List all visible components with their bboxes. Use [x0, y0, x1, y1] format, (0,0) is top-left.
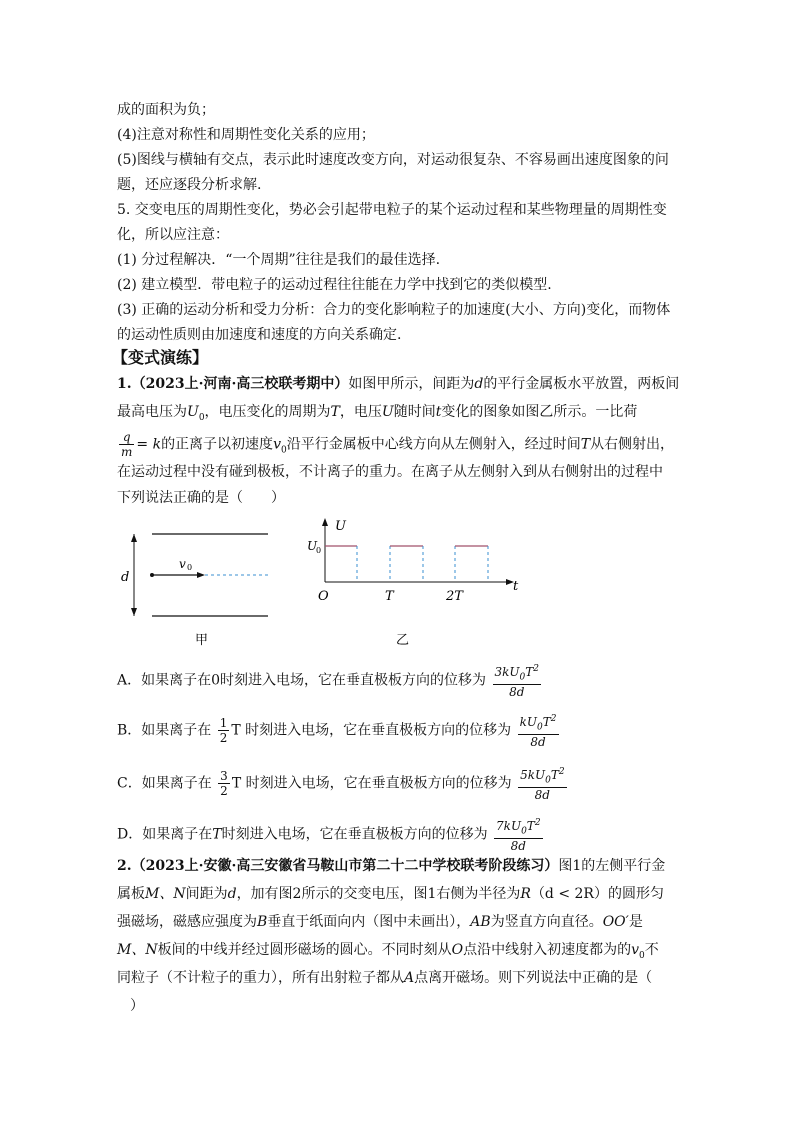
velocity-label: v: [179, 557, 186, 571]
plate-gap-label: d: [121, 570, 130, 585]
text-line: (5)图线与横轴有交点，表示此时速度改变方向，对运动很复杂、不容易画出速度图象的问: [117, 152, 669, 168]
text-line: 的运动性质则由加速度和速度的方向关系确定.: [117, 327, 402, 343]
question-1-line-3: $\frac{q}{m}$ = k的正离子以初速度$v_0$沿平行金属板中心线方向从左侧射入，经过时间T从右侧射出，: [121, 430, 675, 459]
text-line: 5. 交变电压的周期性变化，势必会引起带电粒子的某个运动过程和某些物理量的周期性变: [117, 202, 667, 218]
text-line: 下列说法正确的是（ ）: [117, 490, 285, 506]
question-2-line-5: 同粒子（不计粒子的重力），所有出射粒子都从A点离开磁场。则下列说法中正确的是（: [117, 970, 653, 986]
text-line: (2) 建立模型．带电粒子的运动过程往往能在力学中找到它的类似模型.: [117, 277, 552, 293]
text-line: 题，还应逐段分析求解.: [117, 177, 262, 193]
question-2-line-4: M、N板间的中线并经过圆形磁场的圆心。不同时刻从O点沿中线射入初速度都为的$v_0$不: [117, 942, 659, 961]
option-b[interactable]: B．如果离子在 $\frac{1}{2}$ T 时刻进入电场，它在垂直极板方向的位移为 $\frac{kU_0T^2}{8d}$: [117, 714, 557, 750]
y-axis-label: U: [335, 519, 346, 534]
question-2-line-1: 2.（2023上·安徽·高三安徽省马鞍山市第二十二中学校联考阶段练习）图1的左侧平行金: [117, 858, 666, 874]
question-source: （2023上·河南·高三校联考期中）: [131, 376, 349, 392]
question-2-line-2: 属板M、N间距为d，加有图2所示的交变电压，图1右侧为半径为R（d < 2R）的圆形匀: [117, 886, 664, 902]
svg-text:0: 0: [316, 546, 322, 555]
text-line: 化，所以应注意：: [117, 227, 229, 243]
origin-label: O: [318, 589, 329, 604]
text-line: (4)注意对称性和周期性变化关系的应用；: [117, 127, 375, 143]
figure-caption-yi: 乙: [396, 633, 410, 648]
option-d[interactable]: D．如果离子在T时刻进入电场，它在垂直极板方向的位移为 $\frac{7kU_0T^2}{8d}$: [117, 818, 541, 854]
svg-text:0: 0: [187, 563, 193, 572]
option-c[interactable]: C．如果离子在 $\frac{3}{2}$ T 时刻进入电场，它在垂直极板方向的位移为 $\frac{5kU_0T^2}{8d}$: [117, 767, 565, 803]
tick-label-T: T: [385, 589, 394, 604]
text-line: 在运动过程中没有碰到极板，不计离子的重力。在离子从左侧射入到从右侧射出的过程中: [117, 464, 663, 480]
question-1-line-1: 1.（2023上·河南·高三校联考期中）如图甲所示，间距为d的平行金属板水平放置，两板间: [117, 376, 680, 392]
section-title: 【变式演练】: [112, 348, 209, 367]
figure-jia: [115, 520, 290, 650]
text-line: 成的面积为负；: [117, 102, 215, 118]
charge-mass-ratio: $\frac{q}{m}$: [121, 430, 133, 459]
tick-label-2T: 2T: [446, 589, 463, 604]
question-number: 1.: [117, 376, 132, 392]
figure-yi: [305, 510, 535, 650]
u0-label: U: [307, 539, 318, 553]
text-line: (1) 分过程解决．“一个周期”往往是我们的最佳选择.: [117, 252, 441, 268]
text-line: ）: [130, 998, 144, 1014]
question-2-line-3: 强磁场，磁感应强度为B垂直于纸面向内（图中未画出），AB为竖直方向直径。OO′是: [117, 914, 643, 930]
figure-caption-jia: 甲: [195, 633, 209, 648]
text-line: (3) 正确的运动分析和受力分析：合力的变化影响粒子的加速度(大小、方向)变化，而物体: [117, 302, 671, 318]
option-a[interactable]: A．如果离子在0时刻进入电场，它在垂直极板方向的位移为 $\frac{3kU_0T^2}{8d}$: [117, 664, 540, 700]
question-1-line-2: 最高电压为$U_0$，电压变化的周期为T，电压U随时间t变化的图象如图乙所示。一比荷: [117, 404, 638, 423]
x-axis-label: t: [513, 579, 519, 594]
